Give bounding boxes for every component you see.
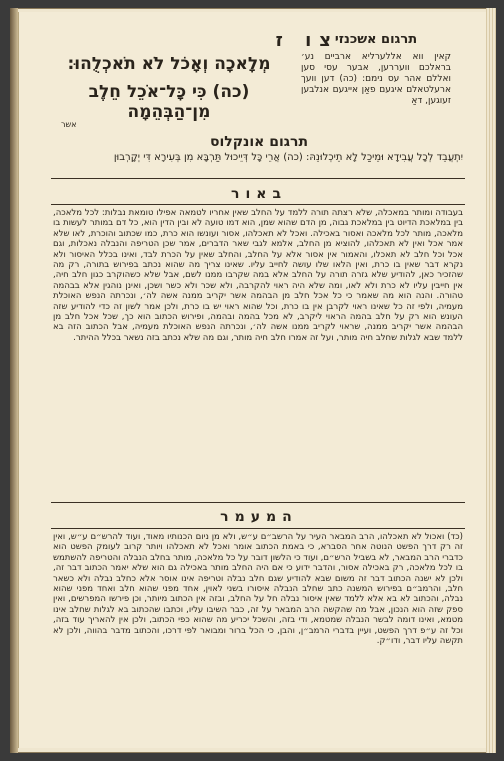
onkelos-text: יִתְעֲבֵד לְכָל עֲבִידָא וּמֵיכַל לָא תֵיכְלוּנֵהּ: (כה) אֲרֵי כָּל דְּיֵיכוּל תַּרְבָּא מִן בְּעִירָא דִּי יְקָרְבוּן [113, 152, 463, 163]
biur-text: בעבודה ומותר במאכלה, שלא רצתה תורה ללמד על החלב שאין אחריו לטמאה אפילו טומאת נבלות: לכל מלאכה, בין במלאכת הדיוט בין במלאכת גבוה, מן הדם שהוא שמן, הוא דמו טועה לא ובין הדין הוא, כל דם במותר לעשות בו מלאכה, מותר לכל מלאכה ואסור באכילה. ואכל לא תאכלהו, אסור ועונשו הוא כרת, כמו שכתוב והוכרת, לאו שלא אמר אכל ואין לא תאכלהו, להוציא מן החלב, אלמא לגבי שאר הדברים, אמר שכן הטריפה והנבלה נאכלות, וגם אכל וכל חלב לא תאכלו, והאמור אין אסור אלא על החלב, והחלב שאין על הכרת לבד, ואינו בכלל האיסור ולא נקרא דבר שאין בו כרת, ואין הלאו שלו עושה לחייב עליו. שאינו צריך מה שהוא נכתב בפירוש בתורה, רק מה שהזכיר כאן, להודיע שלא גזרה תורה על החלב אלא במה שקרבו ממנו לשם, אבל שלא כשהוקרב כגון חלב חיה, אין חייבין עליו לא כרת ולא לאו, ומה שלא היה ראוי להקרבה, ולא שכר ולא כשר ושכן, ואינן נוהגין אלא בבהמה טהורה. והנה הוא מה שאמר כי כל אכל חלב מן הבהמה אשר יקריב ממנה אשה לה׳, ונכרתה הנפש האוכלת מעמיה, ולפי זה כל שאינו ראוי לקרבן אין בו כרת, וכל שהוא ראוי יש בו כרת, ולכן אמר לשון זה כדי להודיע שזה העונש הוא רק על חלב בהמה הראוי ליקרב, לא מכל בהמה ובהמה, ופירוש הכתוב הוא כך, שכל אכל חלב מן הבהמה אשר יקריב ממנה, שראוי לקריב ממנו אשה לה׳, ונכרתה הנפש האוכלת מעמיה, אבל הכתוב הזה בא ללמד שבא לגלות שחלב חיה מותר, ועל זה אמרו חלב חיה מותר, וגם מה שלא נכתב בזה נשאר בכלל ההיתר. [53, 208, 463, 343]
onkelos-title: תרגום אונקלוס [209, 134, 309, 150]
page [18, 12, 489, 748]
targum-ashkenazi-text: קאין ווא אללערליא ארביים נע׳ בראלכם וועררען, אבער עסי סען ואללם אהר עס נימם: (כה) דען וועך ארעלטאלם איגעם פאַן אייגעם אנלבען זעוגען, דאַ [301, 52, 451, 106]
torah-verse-line-1: מְלָאכָה וְאָכֹל לֹא תֹאכְלֻהוּ: [67, 54, 271, 74]
book-page [10, 8, 496, 753]
page-edges [486, 8, 496, 753]
book-spine [10, 8, 18, 753]
divider [51, 178, 465, 179]
divider [51, 528, 465, 529]
targum-ashkenazi-title: תרגום אשכנזי [334, 32, 418, 47]
hameasef-title: המעמר [220, 509, 298, 525]
torah-verse-line-2: (כה) כִּי כָּל־אֹכֵל חֵלֶב מִן־הַבְּהֵמָה [88, 82, 250, 122]
biur-title: באור [231, 186, 287, 202]
divider [51, 502, 465, 503]
catchword: אשר [61, 120, 77, 129]
hameasef-text: (כד) ואכול לא תאכלהו, הרב המבאר העיר על הרשב״ם ע״ש, ולא מן ניום הכנותיו מאוד, ועוד להרש״ם ע״ש, ואין זה רק דרך הפשט הנוטה אחר הסברא, כי באמת הכתוב אומר ואכל לא תאכלהו ויותר קרוב לעומק הפשט הוא כדברי הרב המבאר, לא בשביל הרש״ם, ועוד כי הלשון דובר על כל מלאכה, מותר בחלב הנבלה והטריפה להשתמש בו לכל מלאכה, רק באכילה אסור, והדבר ידוע כי אם היה החלב מותר באכילה גם הוא שלא יאמר הכתוב דבר זה, ולכן לא ישנה הכתוב דבר זה משום שבא להודיע שגם חלב נבלה וטריפה אינו אוסר אלא כחלב נבלה ולא כשאר חלב, והרמב״ם בפירוש המשנה כתב שחלב הנבלה איסורו בשני לאוין, אחד מפני שהוא חלב ואחד מפני שהוא נבלה, והכתוב לא בא אלא ללמד שאין איסור נבלה חל על החלב, ובזה אין הכתוב מיותר, וכן פירשו המפרשים, ואין ספק שזה הוא הנכון, אבל מה שהקשה הרב המבאר על זה, כבר השיבו עליו, וכתבו שהכתוב בא לגלות שחלב אינו מטמא, ואינו דומה לבשר הנבלה שמטמא, ודי בזה, והשכל יכריע מה שהוא כפי הכתוב, ולכן אין להאריך עוד בזה, וכל זה ע״פ דרך הפשט, ועיין בדברי הרמב״ן, והבן, כי הכל ברור ומבואר לפי דרכו, והכתוב מדבר בהווה, ולכן לא תקשה עליו דבר, ודו״ק. [53, 532, 463, 647]
page-number: צו ז [275, 30, 339, 51]
divider [51, 204, 465, 205]
